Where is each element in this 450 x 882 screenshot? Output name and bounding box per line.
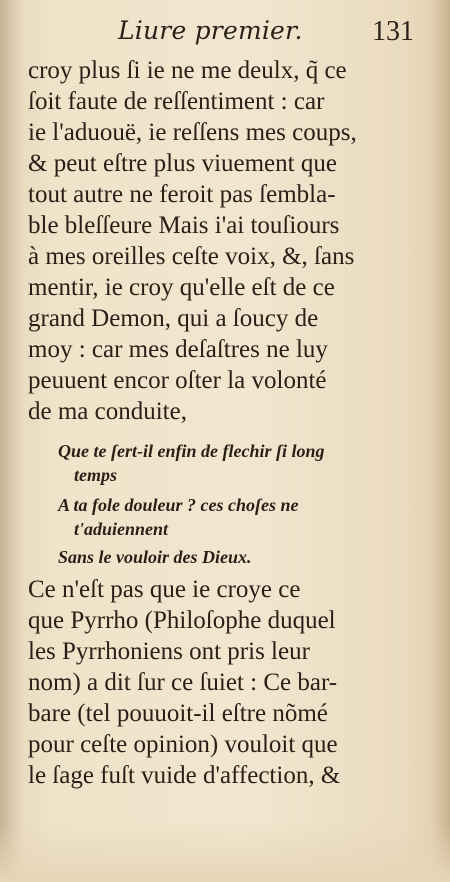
text-line: Ce n'eſt pas que ie croye ce	[28, 576, 301, 603]
verse-line: A ta fole douleur ? ces choſes ne	[58, 495, 299, 515]
text-line: ie l'aduouë, ie reſſens mes coups,	[28, 119, 357, 146]
text-line: mentir, ie croy qu'elle eſt de ce	[28, 274, 335, 301]
text-line: grand Demon, qui a ſoucy de	[28, 305, 319, 332]
verse-line: temps	[74, 465, 117, 485]
text-line: à mes oreilles ceſte voix, &, ſans	[28, 243, 355, 270]
text-line: moy : car mes deſaſtres ne luy	[28, 336, 328, 363]
text-line: ble bleſſeure Mais i'ai touſiours	[28, 212, 340, 239]
verse-line: Sans le vouloir des Dieux.	[58, 547, 252, 567]
page-number: 131	[372, 16, 414, 47]
text-line: de ma conduite,	[28, 398, 187, 425]
text-line: croy plus ſi ie ne me deulx, q̃ ce	[28, 57, 347, 84]
text-line: que Pyrrho (Philoſophe duquel	[28, 607, 336, 634]
page-bottom-margin	[0, 820, 450, 882]
text-line: peuuent encor oſter la volonté	[28, 367, 327, 394]
text-line: les Pyrrhoniens ont pris leur	[28, 638, 310, 665]
verse-line: t'aduiennent	[74, 519, 169, 539]
text-line: & peut eſtre plus viuement que	[28, 150, 337, 177]
page-header	[0, 12, 450, 52]
text-line: ſoit faute de reſſentiment : car	[28, 88, 325, 115]
text-line: pour ceſte opinion) vouloit que	[28, 731, 338, 758]
text-line: nom) a dit ſur ce ſuiet : Ce bar-	[28, 669, 338, 696]
text-line: bare (tel pouuoit-il eſtre nõmé	[28, 700, 328, 727]
verse-line: Que te ſert-il enfin de flechir ſi long	[58, 441, 325, 461]
running-head: Liure premier.	[118, 16, 303, 45]
text-line: le ſage fuſt vuide d'affection, &	[28, 762, 341, 789]
text-line: tout autre ne feroit pas ſembla-	[28, 181, 336, 208]
page-edge-shadow	[432, 0, 450, 882]
spine-shadow	[0, 0, 22, 882]
